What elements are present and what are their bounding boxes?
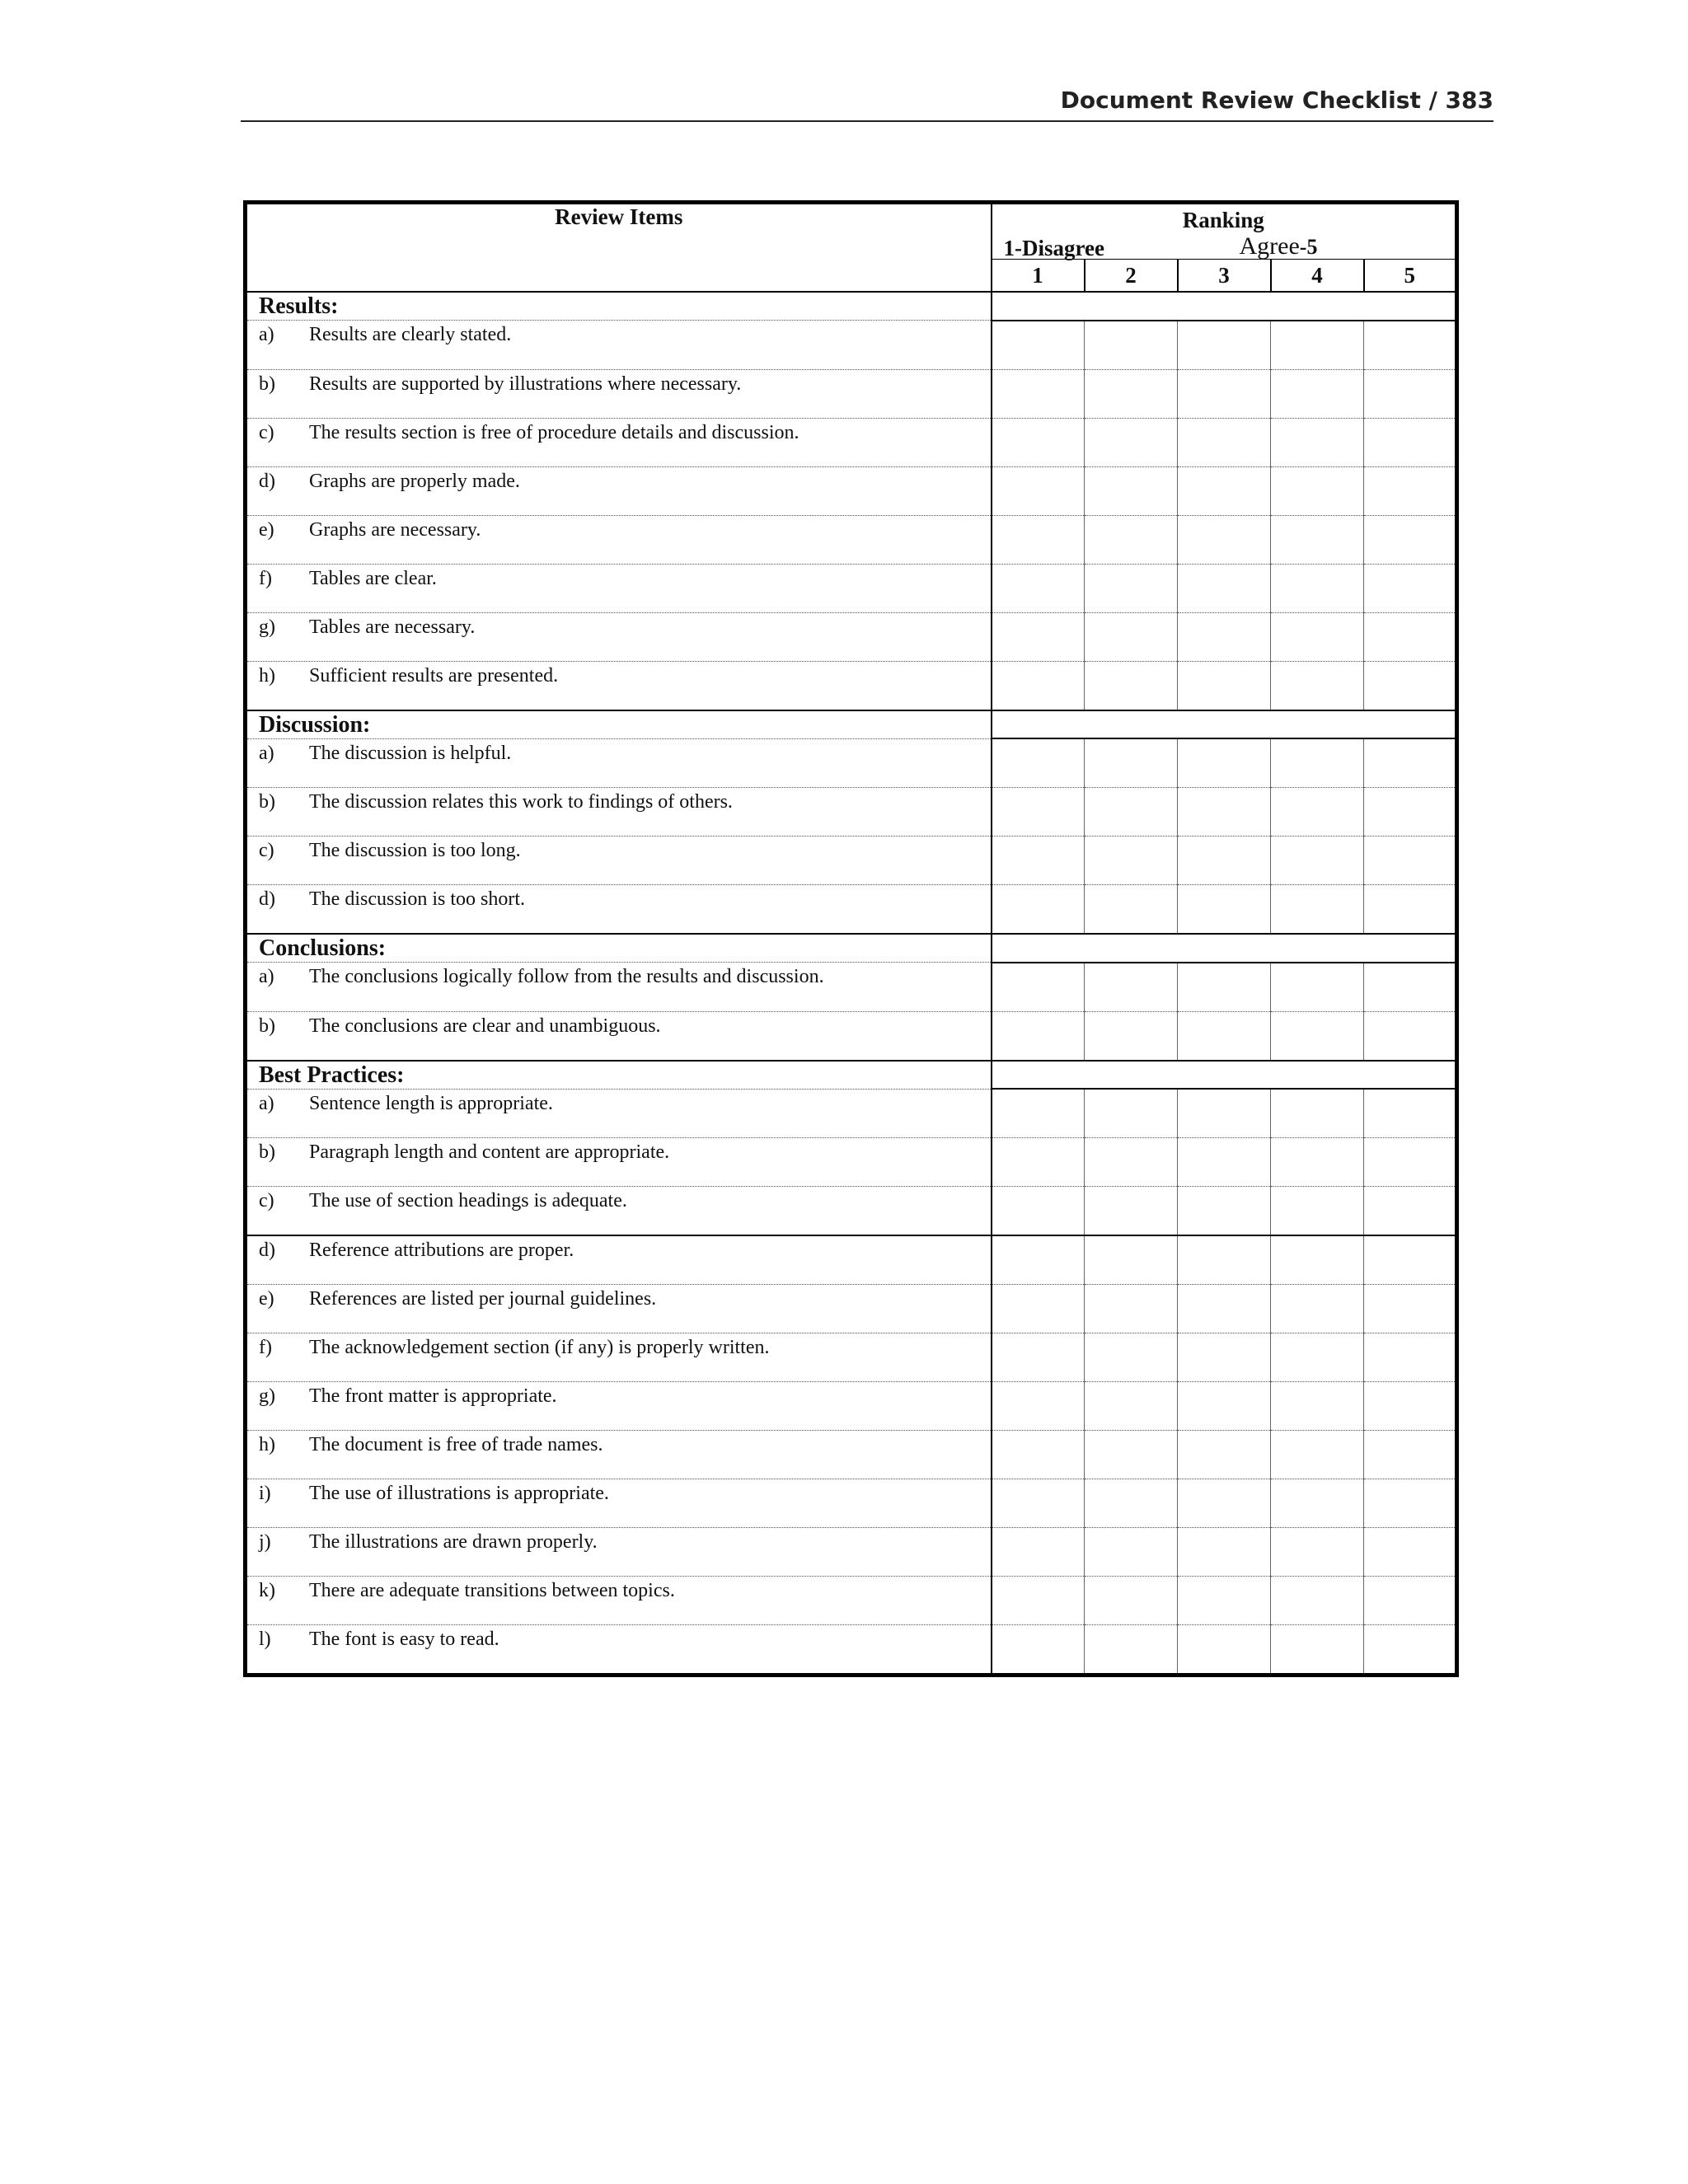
item-text: The illustrations are drawn properly. [309,1531,598,1553]
item-letter: a) [259,324,274,345]
rank-box-3[interactable] [1178,1187,1271,1236]
rank-box-4[interactable] [1271,1577,1364,1625]
rank-box-1[interactable] [992,1382,1085,1431]
rank-box-1[interactable] [992,1431,1085,1479]
checklist-item-row [246,418,1457,466]
item-letter: c) [259,840,274,861]
item-cell [246,1285,992,1333]
rank-box-4[interactable] [1271,885,1364,935]
rank-box-3[interactable] [1178,1382,1271,1431]
rank-box-4[interactable] [1271,837,1364,885]
item-cell [246,788,992,837]
rank-box-4[interactable] [1271,738,1364,788]
rank-box-5[interactable] [1364,963,1457,1012]
rank-box-1[interactable] [992,1089,1085,1138]
rank-box-4[interactable] [1271,564,1364,612]
item-text: The font is easy to read. [309,1629,499,1650]
item-cell [246,1138,992,1187]
rank-box-5[interactable] [1364,612,1457,661]
rank-box-3[interactable] [1178,369,1271,418]
rank-box-2[interactable] [1085,788,1178,837]
rank-box-2[interactable] [1085,1333,1178,1382]
item-letter: a) [259,1092,274,1114]
item-letter: b) [259,1141,275,1163]
item-cell [246,1235,992,1285]
section-rank-blank [992,934,1457,963]
rank-box-3[interactable] [1178,1479,1271,1528]
rank-number-3: 3 [1178,260,1271,293]
rank-box-5[interactable] [1364,418,1457,466]
rank-box-1[interactable] [992,661,1085,710]
section-title: Best Practices: [246,1061,992,1090]
item-letter: k) [259,1580,275,1601]
checklist-item-row [246,1138,1457,1187]
item-letter: i) [259,1483,271,1504]
checklist-item-row [246,612,1457,661]
rank-box-4[interactable] [1271,418,1364,466]
rank-box-3[interactable] [1178,321,1271,370]
rank-box-1[interactable] [992,1235,1085,1285]
scale-low-label: 1-Disagree [1003,236,1104,260]
item-letter: a) [259,742,274,764]
item-cell [246,1528,992,1577]
checklist-item-row [246,1382,1457,1431]
section-rank-blank [992,710,1457,739]
rank-box-1[interactable] [992,1625,1085,1675]
item-cell [246,1089,992,1138]
rank-box-5[interactable] [1364,369,1457,418]
rank-box-2[interactable] [1085,661,1178,710]
item-text: Results are clearly stated. [309,324,512,345]
rank-box-3[interactable] [1178,837,1271,885]
scale-high-word: Agree [1239,232,1300,260]
checklist-item-row [246,1011,1457,1061]
checklist-body [246,292,1457,1675]
rank-box-4[interactable] [1271,963,1364,1012]
item-cell [246,515,992,564]
rank-number-2: 2 [1085,260,1178,293]
item-cell [246,564,992,612]
item-letter: a) [259,966,274,987]
item-letter: h) [259,1434,275,1455]
rank-number-1: 1 [992,260,1085,293]
rank-box-2[interactable] [1085,1577,1178,1625]
item-letter: j) [259,1531,271,1553]
rank-box-2[interactable] [1085,1479,1178,1528]
rank-box-3[interactable] [1178,466,1271,515]
section-row [246,710,1457,739]
rank-box-2[interactable] [1085,738,1178,788]
rank-box-3[interactable] [1178,418,1271,466]
item-text: The conclusions logically follow from the results and discussion. [309,966,824,987]
item-letter: h) [259,664,275,687]
checklist-item-row [246,1333,1457,1382]
checklist-item-row [246,1528,1457,1577]
rank-box-5[interactable] [1364,661,1457,710]
rank-box-2[interactable] [1085,515,1178,564]
item-letter: f) [259,1337,272,1358]
item-letter: d) [259,1240,275,1261]
rank-box-4[interactable] [1271,369,1364,418]
rank-box-5[interactable] [1364,1382,1457,1431]
rank-box-4[interactable] [1271,1011,1364,1061]
item-letter: l) [259,1629,271,1650]
section-title: Discussion: [246,710,992,739]
rank-box-5[interactable] [1364,1089,1457,1138]
rank-box-4[interactable] [1271,788,1364,837]
rank-box-3[interactable] [1178,1577,1271,1625]
item-cell [246,612,992,661]
rank-box-2[interactable] [1085,418,1178,466]
item-cell [246,466,992,515]
review-checklist-table [243,200,1459,1677]
item-cell [246,1577,992,1625]
item-text: The discussion is too long. [309,840,521,861]
running-head: Document Review Checklist / 383 [1060,87,1493,114]
item-text: Reference attributions are proper. [309,1240,574,1261]
rank-box-1[interactable] [992,1577,1085,1625]
item-letter: b) [259,373,275,395]
rank-box-4[interactable] [1271,661,1364,710]
rank-box-4[interactable] [1271,1138,1364,1187]
rank-box-2[interactable] [1085,1625,1178,1675]
rank-box-3[interactable] [1178,1528,1271,1577]
rank-box-1[interactable] [992,1187,1085,1236]
item-text: The acknowledgement section (if any) is properly written. [309,1337,770,1358]
rank-box-5[interactable] [1364,1479,1457,1528]
ranking-header [992,203,1457,260]
rank-box-2[interactable] [1085,1187,1178,1236]
rank-box-1[interactable] [992,515,1085,564]
rank-box-2[interactable] [1085,1528,1178,1577]
rank-box-1[interactable] [992,1138,1085,1187]
item-cell [246,1431,992,1479]
item-letter: e) [259,1288,274,1310]
rank-box-3[interactable] [1178,1089,1271,1138]
rank-box-5[interactable] [1364,788,1457,837]
rank-box-1[interactable] [992,963,1085,1012]
scale-high-label [1240,232,1318,260]
item-cell [246,321,992,370]
rank-box-5[interactable] [1364,1577,1457,1625]
checklist-item-row [246,369,1457,418]
item-text: References are listed per journal guidelines. [309,1288,657,1310]
rank-box-3[interactable] [1178,1431,1271,1479]
item-text: Sentence length is appropriate. [309,1092,553,1114]
checklist-item-row [246,885,1457,935]
item-text: The results section is free of procedure details and discussion. [309,421,799,443]
item-text: Tables are necessary. [309,616,476,638]
item-cell [246,963,992,1012]
page-header [241,82,1493,122]
rank-box-5[interactable] [1364,1431,1457,1479]
rank-box-2[interactable] [1085,612,1178,661]
item-cell [246,1011,992,1061]
item-letter: d) [259,888,275,910]
rank-box-5[interactable] [1364,738,1457,788]
rank-box-5[interactable] [1364,1333,1457,1382]
scale-high-number: -5 [1299,235,1318,259]
checklist-item-row [246,321,1457,370]
checklist-item-row [246,963,1457,1012]
item-cell [246,885,992,935]
rank-box-4[interactable] [1271,1089,1364,1138]
item-letter: b) [259,791,275,813]
rank-box-1[interactable] [992,321,1085,370]
rank-box-5[interactable] [1364,564,1457,612]
item-text: Graphs are properly made. [309,470,520,492]
rank-box-5[interactable] [1364,1011,1457,1061]
item-letter: d) [259,470,275,492]
rank-box-5[interactable] [1364,885,1457,935]
rank-box-2[interactable] [1085,1138,1178,1187]
rank-box-1[interactable] [992,1479,1085,1528]
table-header-row [246,203,1457,260]
checklist-item-row [246,1235,1457,1285]
item-letter: c) [259,421,274,443]
rank-box-1[interactable] [992,1528,1085,1577]
rank-box-4[interactable] [1271,1333,1364,1382]
item-cell [246,738,992,788]
section-title: Conclusions: [246,934,992,963]
rank-box-3[interactable] [1178,738,1271,788]
rank-box-5[interactable] [1364,1528,1457,1577]
item-cell [246,1382,992,1431]
checklist-item-row [246,738,1457,788]
rank-box-2[interactable] [1085,837,1178,885]
rank-box-4[interactable] [1271,1528,1364,1577]
rank-box-5[interactable] [1364,1235,1457,1285]
rank-box-4[interactable] [1271,1285,1364,1333]
item-letter: f) [259,567,272,589]
rank-box-4[interactable] [1271,1431,1364,1479]
item-letter: c) [259,1190,274,1212]
checklist-item-row [246,837,1457,885]
item-text: The use of section headings is adequate. [309,1190,627,1212]
checklist-item-row [246,1625,1457,1675]
rank-box-1[interactable] [992,369,1085,418]
rank-box-3[interactable] [1178,515,1271,564]
rank-box-3[interactable] [1178,1625,1271,1675]
rank-box-4[interactable] [1271,1187,1364,1236]
rank-box-2[interactable] [1085,1431,1178,1479]
rank-box-2[interactable] [1085,564,1178,612]
rank-box-3[interactable] [1178,885,1271,935]
item-cell [246,1625,992,1675]
checklist-item-row [246,1431,1457,1479]
rank-box-4[interactable] [1271,612,1364,661]
rank-number-4: 4 [1271,260,1364,293]
rank-box-4[interactable] [1271,466,1364,515]
item-text: The discussion is helpful. [309,742,512,764]
item-cell [246,1479,992,1528]
rank-box-4[interactable] [1271,1479,1364,1528]
rank-box-5[interactable] [1364,321,1457,370]
rank-box-1[interactable] [992,1333,1085,1382]
item-text: There are adequate transitions between topics. [309,1580,675,1601]
rank-box-2[interactable] [1085,1235,1178,1285]
item-text: The discussion is too short. [309,888,525,910]
rank-box-3[interactable] [1178,564,1271,612]
item-cell [246,661,992,710]
rank-box-2[interactable] [1085,1089,1178,1138]
rank-box-2[interactable] [1085,1285,1178,1333]
item-text: The front matter is appropriate. [309,1385,557,1407]
item-text: The document is free of trade names. [309,1434,603,1455]
rank-box-2[interactable] [1085,466,1178,515]
item-cell [246,1333,992,1382]
item-cell [246,837,992,885]
rank-box-4[interactable] [1271,321,1364,370]
rank-box-1[interactable] [992,738,1085,788]
item-letter: g) [259,1385,275,1407]
checklist-item-row [246,1089,1457,1138]
checklist-item-row [246,564,1457,612]
rank-box-1[interactable] [992,564,1085,612]
rank-box-1[interactable] [992,788,1085,837]
rank-box-3[interactable] [1178,1333,1271,1382]
section-rank-blank [992,292,1457,321]
checklist-item-row [246,1577,1457,1625]
rank-box-1[interactable] [992,466,1085,515]
item-text: The discussion relates this work to findings of others. [309,791,733,813]
rank-box-5[interactable] [1364,1187,1457,1236]
rank-box-3[interactable] [1178,1011,1271,1061]
rank-box-3[interactable] [1178,661,1271,710]
item-text: Sufficient results are presented. [309,664,559,687]
rank-box-1[interactable] [992,1285,1085,1333]
item-text: Graphs are necessary. [309,518,481,541]
rank-box-4[interactable] [1271,1382,1364,1431]
rank-box-2[interactable] [1085,1011,1178,1061]
rank-box-4[interactable] [1271,1625,1364,1675]
item-letter: b) [259,1015,275,1037]
item-letter: e) [259,518,274,541]
rank-box-1[interactable] [992,885,1085,935]
item-text: Paragraph length and content are appropriate. [309,1141,670,1163]
item-cell [246,418,992,466]
rank-box-2[interactable] [1085,963,1178,1012]
item-text: Results are supported by illustrations where necessary. [309,373,742,395]
rank-box-2[interactable] [1085,885,1178,935]
rank-box-5[interactable] [1364,466,1457,515]
section-row [246,1061,1457,1090]
rank-box-2[interactable] [1085,369,1178,418]
rank-box-3[interactable] [1178,1138,1271,1187]
checklist-item-row [246,661,1457,710]
review-items-header: Review Items [246,203,992,293]
rank-box-3[interactable] [1178,612,1271,661]
rank-box-5[interactable] [1364,1285,1457,1333]
rank-box-5[interactable] [1364,1625,1457,1675]
rank-box-1[interactable] [992,418,1085,466]
item-cell [246,1187,992,1236]
rank-box-5[interactable] [1364,515,1457,564]
section-rank-blank [992,1061,1457,1090]
checklist-item-row [246,1285,1457,1333]
rank-box-2[interactable] [1085,1382,1178,1431]
rank-box-3[interactable] [1178,1285,1271,1333]
rank-number-5: 5 [1364,260,1457,293]
rank-box-1[interactable] [992,612,1085,661]
rank-box-5[interactable] [1364,837,1457,885]
section-row [246,934,1457,963]
checklist-item-row [246,466,1457,515]
rank-box-4[interactable] [1271,1235,1364,1285]
item-text: The use of illustrations is appropriate. [309,1483,609,1504]
rank-box-4[interactable] [1271,515,1364,564]
item-text: The conclusions are clear and unambiguous. [309,1015,661,1037]
checklist-item-row [246,515,1457,564]
section-title: Results: [246,292,992,321]
checklist-item-row [246,1187,1457,1236]
ranking-title: Ranking [1182,208,1264,232]
item-letter: g) [259,616,275,638]
rank-box-2[interactable] [1085,321,1178,370]
rank-box-1[interactable] [992,1011,1085,1061]
item-cell [246,369,992,418]
rank-box-1[interactable] [992,837,1085,885]
rank-box-3[interactable] [1178,1235,1271,1285]
section-row [246,292,1457,321]
rank-box-3[interactable] [1178,788,1271,837]
rank-box-3[interactable] [1178,963,1271,1012]
checklist-item-row [246,788,1457,837]
rank-box-5[interactable] [1364,1138,1457,1187]
item-text: Tables are clear. [309,567,437,589]
checklist-item-row [246,1479,1457,1528]
